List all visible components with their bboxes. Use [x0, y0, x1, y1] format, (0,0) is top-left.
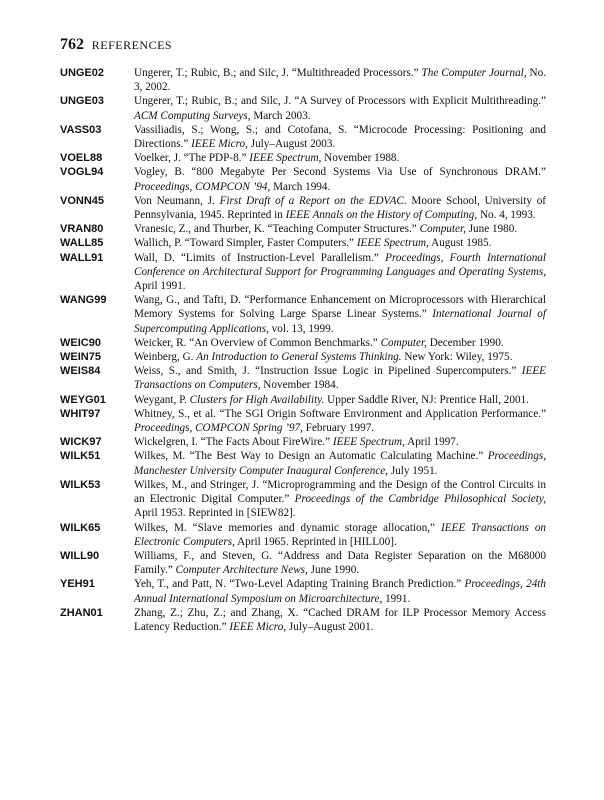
reference-entry	[60, 165, 546, 193]
reference-text: Wickelgren, I. “The Facts About FireWire.”	[134, 436, 333, 449]
reference-entry	[60, 336, 546, 350]
reference-text: 1991.	[382, 592, 411, 605]
reference-title-italic: Proceedings, COMPCON Spring ’97,	[134, 422, 303, 435]
reference-key: WILL90	[60, 549, 100, 562]
reference-key: UNGE03	[60, 95, 105, 108]
reference-text: vol. 13, 1999.	[268, 322, 334, 335]
reference-title-italic: IEEE Annals on the History of Computing,	[285, 209, 478, 222]
reference-title-italic: International Journal of Supercomputing Applications,	[134, 308, 547, 335]
reference-title-italic: Proceedings of the Cambridge Philosophical Society,	[294, 493, 546, 506]
reference-text: Weiss, S., and Smith, J. “Instruction Issue Logic in Pipelined Supercomputers.”	[134, 365, 522, 378]
reference-key: YEH91	[60, 578, 95, 591]
reference-key: WILK65	[60, 521, 101, 534]
reference-title-italic: Proceedings, 24th Annual International Symposium on Microarchitecture,	[134, 578, 546, 605]
reference-text: February 1997.	[302, 422, 375, 435]
reference-title-italic: ACM Computing Surveys,	[134, 109, 251, 122]
running-title: REFERENCES	[91, 38, 173, 52]
reference-text: April 1997.	[404, 436, 459, 449]
reference-entry	[60, 293, 546, 336]
reference-text: Weygant, P.	[134, 393, 190, 406]
reference-text: Vogley, B. “800 Megabyte Per Second Systems Via Use of Synchronous DRAM.”	[134, 166, 546, 179]
page-number: 762	[60, 36, 84, 53]
reference-key: WALL85	[60, 237, 104, 250]
page-header	[60, 36, 172, 54]
reference-text: Voelker, J. “The PDP-8.”	[134, 152, 250, 165]
reference-entry	[60, 66, 546, 94]
reference-key: VOEL88	[60, 152, 103, 165]
reference-text: July 1951.	[388, 464, 438, 477]
reference-text: April 1953. Reprinted in [SIEW82].	[134, 507, 296, 520]
reference-entry	[60, 393, 546, 407]
reference-text: November 1988.	[321, 152, 400, 165]
reference-key: WILK51	[60, 450, 101, 463]
reference-key: WILK53	[60, 478, 101, 491]
reference-entry	[60, 549, 546, 577]
reference-title-italic: Proceedings, Fourth International Conference on Architectural Support for Programming Languages and Operating Systems,	[134, 251, 546, 278]
reference-entry	[60, 364, 546, 392]
reference-text: Wall, D. “Limits of Instruction-Level Parallelism.”	[134, 251, 386, 264]
reference-title-italic: Computer,	[380, 336, 427, 349]
reference-key: ZHAN01	[60, 606, 103, 619]
reference-text: March 2003.	[250, 109, 311, 122]
reference-entry	[60, 577, 546, 605]
reference-text: Vranesic, Z., and Thurber, K. “Teaching Computer Structures.”	[134, 223, 420, 236]
reference-key: WEIC90	[60, 336, 101, 349]
reference-entry	[60, 478, 546, 521]
reference-list	[60, 66, 546, 634]
reference-text: Wallich, P. “Toward Simpler, Faster Computers.”	[134, 237, 357, 250]
reference-title-italic: Computer Architecture News,	[175, 564, 308, 577]
reference-title-italic: IEEE Transactions on Computers,	[134, 365, 546, 392]
reference-entry	[60, 123, 546, 151]
reference-text: June 1980.	[465, 223, 518, 236]
reference-key: WALL91	[60, 251, 104, 264]
reference-title-italic: IEEE Spectrum,	[356, 237, 429, 250]
reference-text: Wang, G., and Tafti, D. “Performance Enhancement on Microprocessors with Hierarchical Memory Systems for Solving Large Sparse Linear Systems.”	[134, 294, 546, 321]
reference-text: Upper Saddle River, NJ: Prentice Hall, 2001.	[324, 393, 529, 406]
reference-text: Weicker, R. “An Overview of Common Benchmarks.”	[134, 336, 381, 349]
reference-title-italic: First Draft of a Report on the EDVAC.	[219, 194, 407, 207]
reference-text: Wilkes, M. “The Best Way to Design an Automatic Calculating Machine.”	[134, 450, 488, 463]
reference-text: Yeh, T., and Patt, N. “Two-Level Adapting Training Branch Prediction.”	[134, 578, 465, 591]
reference-text: July–August 2003.	[247, 138, 336, 151]
reference-text: June 1990.	[307, 564, 360, 577]
reference-key: VOGL94	[60, 166, 104, 179]
reference-entry	[60, 350, 546, 364]
reference-title-italic: An Introduction to General Systems Thinking.	[196, 351, 402, 364]
reference-key: WICK97	[60, 436, 102, 449]
reference-title-italic: IEEE Micro,	[191, 138, 248, 151]
reference-entry	[60, 449, 546, 477]
reference-text: April 1965. Reprinted in [HILL00].	[234, 535, 397, 548]
reference-title-italic: Clusters for High Availability.	[189, 393, 325, 406]
reference-title-italic: IEEE Spectrum,	[249, 152, 322, 165]
reference-key: VONN45	[60, 194, 105, 207]
reference-key: WEIN75	[60, 351, 101, 364]
reference-title-italic: Proceedings, COMPCON ’94,	[134, 180, 271, 193]
reference-text: August 1985.	[428, 237, 492, 250]
reference-entry	[60, 435, 546, 449]
reference-entry	[60, 407, 546, 435]
reference-key: VASS03	[60, 123, 102, 136]
reference-text: April 1991.	[134, 280, 186, 293]
reference-title-italic: IEEE Spectrum,	[332, 436, 405, 449]
reference-text: July–August 2001.	[286, 620, 374, 633]
reference-title-italic: IEEE Transactions on Electronic Computers,	[134, 521, 547, 548]
reference-text: No. 4, 1993.	[477, 209, 536, 222]
reference-key: WANG99	[60, 294, 107, 307]
reference-text: New York: Wiley, 1975.	[401, 351, 513, 364]
reference-entry	[60, 94, 546, 122]
reference-key: VRAN80	[60, 223, 104, 236]
reference-text: No. 3, 2002.	[134, 67, 546, 94]
reference-text: November 1984.	[260, 379, 339, 392]
reference-text: December 1990.	[426, 336, 504, 349]
reference-text: Ungerer, T.; Rubic, B.; and Silc, J. “Multithreaded Processors.”	[134, 67, 422, 79]
reference-text: Zhang, Z.; Zhu, Z.; and Zhang, X. “Cached DRAM for ILP Processor Memory Access Latency Reduction.”	[134, 606, 546, 633]
reference-text: Wilkes, M. “Slave memories and dynamic storage allocation,”	[134, 521, 441, 534]
reference-entry	[60, 236, 546, 250]
reference-text: Moore School, University of Pennsylvania, 1945. Reprinted in	[134, 194, 547, 222]
reference-text: March 1994.	[270, 180, 331, 193]
reference-key: WHIT97	[60, 407, 101, 420]
reference-title-italic: IEEE Micro,	[229, 620, 287, 633]
reference-text: Ungerer, T.; Rubic, B.; and Silc, J. “A Survey of Processors with Explicit Multithreading.”	[134, 95, 546, 108]
reference-text: Williams, F., and Steven, G. “Address and Data Register Separation on the M68000 Family.”	[134, 549, 546, 577]
reference-text: Weinberg, G.	[134, 351, 197, 364]
reference-title-italic: Proceedings, Manchester University Computer Inaugural Conference,	[134, 450, 546, 477]
reference-key: WEIS84	[60, 365, 101, 378]
reference-title-italic: Computer,	[419, 223, 466, 236]
reference-title-italic: The Computer Journal,	[421, 67, 527, 79]
reference-text: Whitney, S., et al. “The SGI Origin Software Environment and Application Performance.”	[134, 407, 546, 420]
reference-entry	[60, 194, 546, 222]
reference-entry	[60, 521, 546, 549]
reference-text: Von Neumann, J.	[134, 194, 220, 207]
reference-entry	[60, 606, 546, 634]
reference-entry	[60, 251, 546, 294]
reference-text: Vassiliadis, S.; Wong, S.; and Cotofana, S. “Microcode Processing: Positioning and Directions.”	[134, 123, 546, 151]
reference-key: WEYG01	[60, 393, 106, 406]
reference-entry	[60, 151, 546, 165]
reference-entry	[60, 222, 546, 236]
reference-key: UNGE02	[60, 67, 105, 79]
reference-text: Wilkes, M., and Stringer, J. “Microprogramming and the Design of the Control Circuits in an Electronic Digital Computer.”	[134, 478, 546, 506]
